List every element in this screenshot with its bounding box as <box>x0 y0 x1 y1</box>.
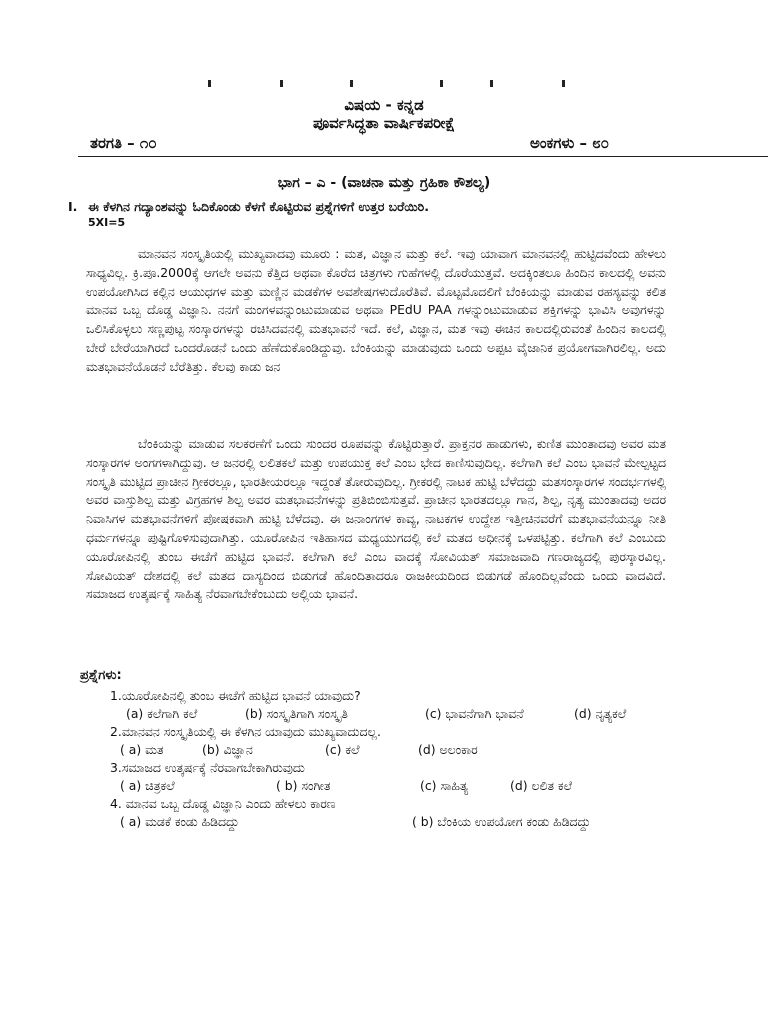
question-3-option-c: (c) ಸಾಹಿತ್ಯ <box>420 778 469 793</box>
question-3: 3.ಸಮಾಜದ ಉತ್ಕರ್ಷಕ್ಕೆ ನೆರವಾಗಬೇಕಾಗಿರುವುದು <box>110 760 305 775</box>
question-2: 2.ಮಾನವನ ಸಂಸ್ಕೃತಿಯಲ್ಲಿ ಈ ಕೆಳಗಿನ ಯಾವುದು ಮುಖ್ಯವಾದುದಲ್ಲ. <box>110 724 381 739</box>
question-3-option-d: (d) ಲಲಿತ ಕಲೆ <box>510 778 572 793</box>
question-4-option-b: ( b) ಬೆಂಕಿಯ ಉಪಯೋಗ ಕಂಡು ಹಿಡಿದದ್ದು <box>412 814 591 829</box>
score-label: 5XI=5 <box>88 216 126 229</box>
question-number: I. <box>68 199 78 214</box>
question-3-option-b: ( b) ಸಂಗೀತ <box>276 778 331 793</box>
passage-paragraph-1: ಮಾನವನ ಸಂಸ್ಕೃತಿಯಲ್ಲಿ ಮುಖ್ಯವಾದವು ಮೂರು : ಮತ, ವಿಜ್ಞಾನ ಮತ್ತು ಕಲೆ. ಇವು ಯಾವಾಗ ಮಾನವನಲ್ಲಿ ಹುಟ್ಟಿದವೆಂದು ಹೇಳಲು ಸಾಧ್ಯವಿಲ್ಲ. ಕ್ರಿ.ಪೂ.2000ಕ್ಕೆ ಆಗಲೇ ಅವನು ಕೆತ್ತಿದ ಅಥವಾ ಕೊರೆದ ಚಿತ್ರಗಳು ಗುಹೆಗಳಲ್ಲಿ ದೊರೆಯುತ್ತವೆ. ಅದಕ್ಕಿಂತಲೂ ಹಿಂದಿನ ಕಾಲದಲ್ಲಿ ಅವನು ಉಪಯೋಗಿಸಿದ ಕಲ್ಲಿನ ಆಯುಧಗಳ ಮತ್ತು ಮಣ್ಣಿನ ಮಡಕೆಗಳ ಅವಶೇಷಗಳುದೊರೆತಿವೆ. ಮೊಟ್ಟಮೊದಲಿಗೆ ಬೆಂಕಿಯನ್ನು ಮಾಡುವ ರಹಸ್ಯವನ್ನು ಕಲಿತ ಮಾನವ ಒಬ್ಬ ದೊಡ್ಡ ವಿಜ್ಞಾನಿ. ನನಗೆ ಮಂಗಳವನ್ನುಂಟುಮಾಡುವ ಅಥವಾ PEdU PAA ಗಳನ್ನುಂಟುಮಾಡುವ ಶಕ್ತಿಗಳನ್ನು ಭಾವಿಸಿ ಅವುಗಳನ್ನು ಒಲಿಸಿಕೊಳ್ಳಲು ಸಣ್ಣಪುಟ್ಟ ಸಂಸ್ಕಾರಗಳನ್ನು ರಚಿಸಿದವನಲ್ಲಿ ಮತಭಾವನೆ ಇದೆ. ಕಲೆ, ವಿಜ್ಞಾನ, ಮತ ಇವು ಈಚಿನ ಕಾಲದಲ್ಲಿರುವಂತೆ ಹಿಂದಿನ ಕಾಲದಲ್ಲಿ ಬೇರೆ ಬೇರೆಯಾಗಿರದೆ ಒಂದರೊಡನೆ ಒಂದು ಹೆಣೆದುಕೊಂಡಿದ್ದುವು. ಬೆಂಕಿಯನ್ನು ಮಾಡುವುದು ಒಂದು ಅಪ್ಪಟ ವೈಜಾನಿಕ ಪ್ರಯೋಗವಾಗಿರಲಿಲ್ಲ. ಅದು ಮತಭಾವನೆಯೊಡನೆ ಬೆರೆತಿತ್ತು. ಕೆಲವು ಕಾಡು ಜನ <box>86 246 666 374</box>
question-1-option-d: (d) ನೃತ್ಯಕಲೆ <box>574 706 627 721</box>
section-title: ಭಾಗ – ಎ - (ವಾಚನಾ ಮತ್ತು ಗ್ರಹಿಕಾ ಕೌಶಲ್ಯ) <box>277 175 491 191</box>
marks-label: ಅಂಕಗಳು – ೮೦ <box>530 134 610 152</box>
question-1-option-c: (c) ಭಾವನೆಗಾಗಿ ಭಾವನೆ <box>425 706 524 721</box>
question-3-option-a: ( a) ಚಿತ್ರಕಲೆ <box>120 778 175 793</box>
question-instruction <box>68 199 668 215</box>
question-1-option-a: (a) ಕಲೆಗಾಗಿ ಕಲೆ <box>126 706 198 721</box>
questions-label: ಪ್ರಶ್ನೆಗಳು: <box>80 668 122 683</box>
header-divider <box>78 156 768 157</box>
question-2-option-d: (d) ಅಲಂಕಾರ <box>418 742 478 757</box>
passage-paragraph-2: ಬೆಂಕಿಯನ್ನು ಮಾಡುವ ಸಲಕರಣೆಗೆ ಒಂದು ಸುಂದರ ರೂಪವನ್ನು ಕೊಟ್ಟಿರುತ್ತಾರೆ. ಪ್ರಾಕ್ತನರ ಹಾಡುಗಳು, ಕುಣಿತ ಮುಂತಾದವು ಅವರ ಮತ ಸಂಸ್ಕಾರಗಳ ಅಂಗಗಳಾಗಿದ್ದುವು. ಆ ಜನರಲ್ಲಿ ಲಲಿತಕಲೆ ಮತ್ತು ಉಪಯುಕ್ತ ಕಲೆ ಎಂಬ ಭೇದ ಕಾಣಿಸುವುದಿಲ್ಲ. ಕಲೆಗಾಗಿ ಕಲೆ ಎಂಬ ಭಾವನೆ ಮೇಲ್ಪಟ್ಟದ ಸಂಸ್ಕೃತಿ ಮುಟ್ಟಿದ ಪ್ರಾಚೀನ ಗ್ರೀಕರಲ್ಲೂ, ಭಾರತೀಯರಲ್ಲೂ ಇದ್ದಂತೆ ತೋರುವುದಿಲ್ಲ. ಗ್ರೀಕರಲ್ಲಿ ನಾಟಕ ಹುಟ್ಟಿ ಬೆಳೆದದ್ದು ಮತಸಂಸ್ಕಾರಗಳ ಸಂದರ್ಭಗಳಲ್ಲಿ ಅವರ ವಾಸ್ತುಶಿಲ್ಪ ಮತ್ತು ವಿಗ್ರಹಗಳ ಶಿಲ್ಪ ಅವರ ಮತಭಾವನೆಗಳನ್ನು ಪ್ರತಿಬಿಂಬಿಸುತ್ತವೆ. ಪ್ರಾಚೀನ ಭಾರತದಲ್ಲೂ ಗಾನ, ಶಿಲ್ಪ, ನೃತ್ಯ ಮುಂತಾದವು ಅದರ ನಿವಾಸಿಗಳ ಮತಭಾವನೆಗಳಿಗೆ ಪೋಷಕವಾಗಿ ಹುಟ್ಟಿ ಬೆಳೆದವು. ಈ ಜನಾಂಗಗಳ ಕಾವ್ಯ, ನಾಟಕಗಳ ಉದ್ದೇಶ ಇತ್ತೀಚಿನವರೆಗೆ ಮತಭಾವನೆಯನ್ನೂ ನೀತಿ ಧರ್ಮಗಳನ್ನೂ ಪುಷ್ಟಿಗೊಳಿಸುವುದಾಗಿತ್ತು. ಯೂರೋಪಿನ ಇತಿಹಾಸದ ಮಧ್ಯಯುಗದಲ್ಲಿ ಕಲೆ ಮತದ ಅಧೀನಕ್ಕೆ ಒಳಪಟ್ಟಿತ್ತು. ಕಲೆಗಾಗಿ ಕಲೆ ಎಂಬುದು ಯೂರೋಪಿನಲ್ಲಿ ತುಂಬ ಈಚೆಗೆ ಹುಟ್ಟಿದ ಭಾವನೆ. ಕಲೆಗಾಗಿ ಕಲೆ ಎಂಬ ವಾದಕ್ಕೆ ಸೋವಿಯತ್ ಸಮಾಜವಾದಿ ಗಣರಾಜ್ಯದಲ್ಲಿ ಪುರಸ್ಕಾರವಿಲ್ಲ. ಸೋವಿಯತ್ ದೇಶದಲ್ಲಿ ಕಲೆ ಮತದ ದಾಸ್ಯದಿಂದ ಬಿಡುಗಡೆ ಹೊಂದಿತಾದರೂ ರಾಜಕೀಯದಿಂದ ಬಿಡುಗಡೆ ಹೊಂದಿಲ್ಲವೆಂದು ಒಂದು ವಾದವಿದೆ. ಸಮಾಜದ ಉತ್ಕರ್ಷಕ್ಕೆ ಸಾಹಿತ್ಯ ನೆರವಾಗಬೇಕೆಂಬುದು ಅಲ್ಲಿಯ ಭಾವನೆ. <box>86 436 666 602</box>
subject-title: ವಿಷಯ - ಕನ್ನಡ <box>344 96 424 114</box>
exam-title: ಪೂರ್ವಸಿದ್ಧತಾ ವಾರ್ಷಿಕಪರೀಕ್ಷೆ <box>312 114 456 132</box>
question-1-option-b: (b) ಸಂಸ್ಕೃತಿಗಾಗಿ ಸಂಸ್ಕೃತಿ <box>245 706 348 721</box>
question-2-option-a: ( a) ಮತ <box>120 742 164 757</box>
class-label: ತರಗತಿ – ೧೦ <box>90 134 157 152</box>
question-2-option-c: (c) ಕಲೆ <box>325 742 360 757</box>
instruction-text: ಈ ಕೆಳಗಿನ ಗದ್ಯಾಂಶವನ್ನು ಓದಿಕೊಂಡು ಕೆಳಗೆ ಕೊಟ್ಟಿರುವ ಪ್ರಶ್ನೆಗಳಿಗೆ ಉತ್ತರ ಬರೆಯಿರಿ. <box>88 199 430 214</box>
question-4: 4. ಮಾನವ ಒಬ್ಬ ದೊಡ್ಡ ವಿಜ್ಞಾನಿ ಎಂದು ಹೇಳಲು ಕಾರಣ <box>110 796 336 811</box>
cropped-header-marks <box>190 80 570 90</box>
question-1: 1.ಯೂರೋಪಿನಲ್ಲಿ ತುಂಬ ಈಚೆಗೆ ಹುಟ್ಟಿದ ಭಾವನೆ ಯಾವುದು? <box>110 688 361 703</box>
question-4-option-a: ( a) ಮಡಕೆ ಕಂಡು ಹಿಡಿದದ್ದು <box>120 814 240 829</box>
question-2-option-b: (b) ವಿಜ್ಞಾನ <box>202 742 253 757</box>
